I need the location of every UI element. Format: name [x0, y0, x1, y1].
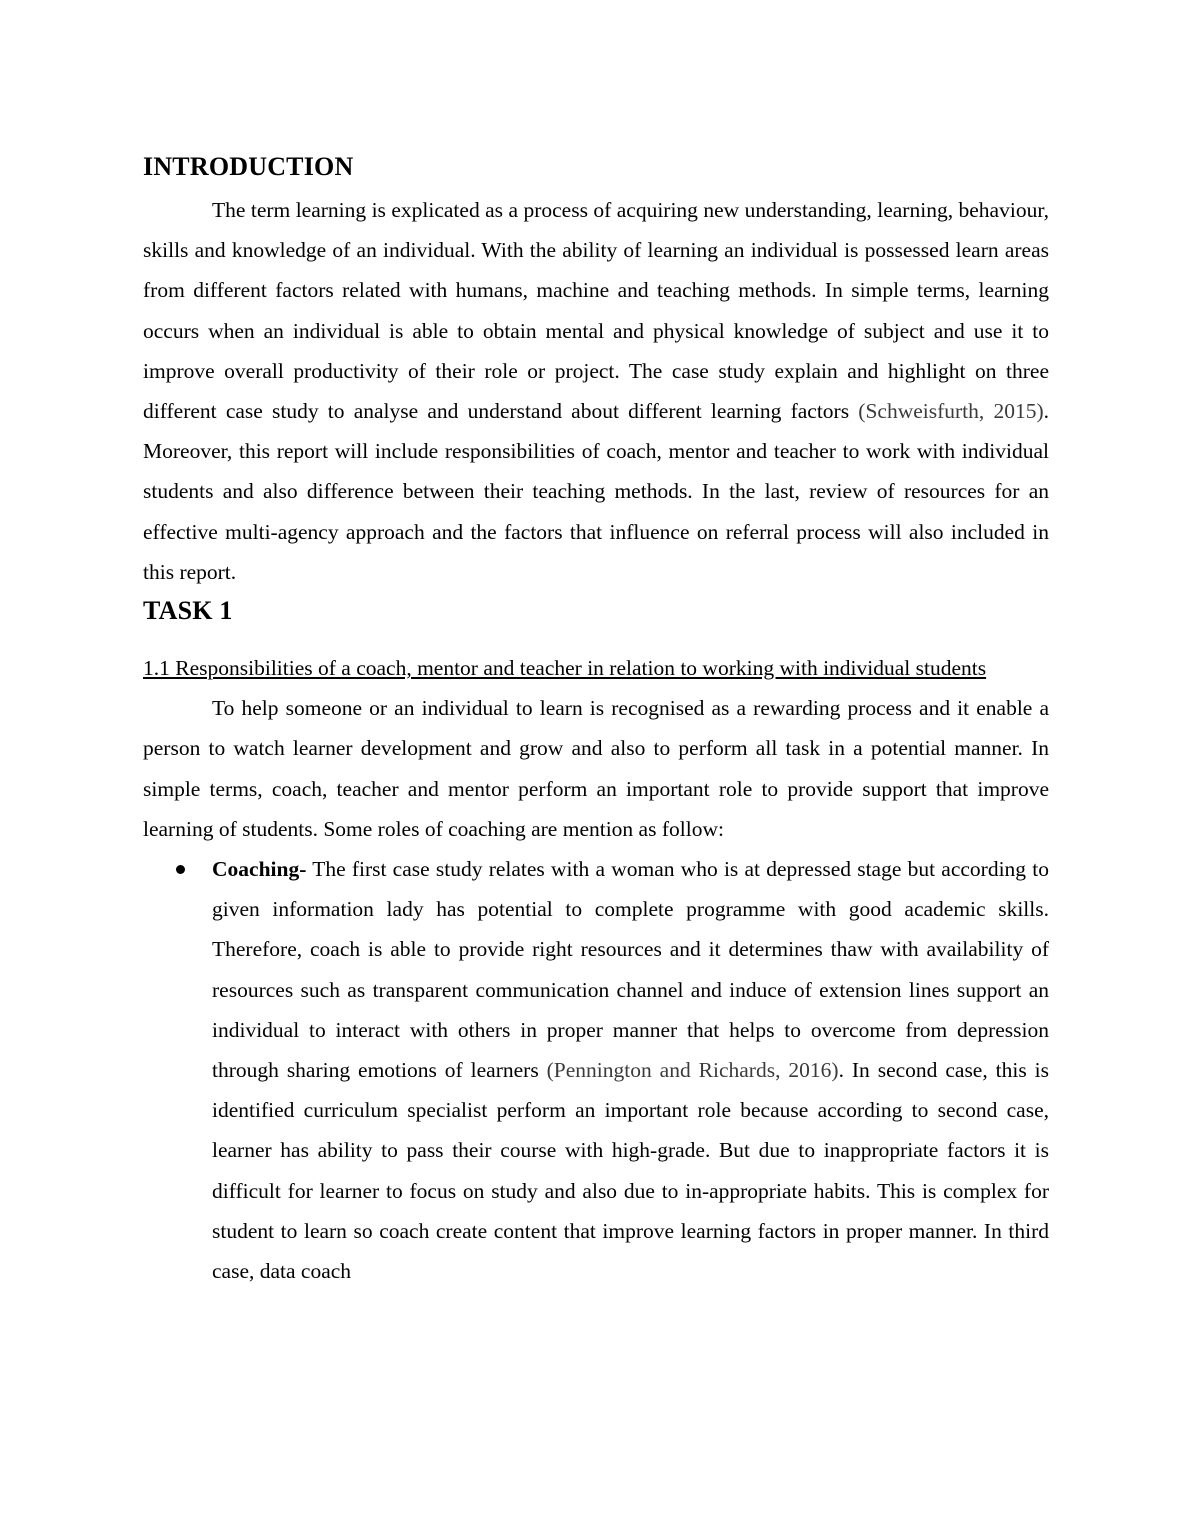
- bullet-text-part2: . In second case, this is identified curriculum specialist perform an important role because according to second case, learner has ability to pass their course with high-grade. But due to inappropriate factors it is difficult for learner to focus on study and also due to in-appropriate habits. This is complex for student to learn so coach create content that improve learning factors in proper manner. In third case, data coach: [212, 1058, 1049, 1284]
- introduction-text-part1: The term learning is explicated as a process of acquiring new understanding, learning, behaviour, skills and knowledge of an individual. With the ability of learning an individual is possessed learn areas from different factors related with humans, machine and teaching methods. In simple terms, learning occurs when an individual is able to obtain mental and physical knowledge of subject and use it to improve overall productivity of their role or project. The case study explain and highlight on three different case study to analyse and understand about different learning factors: [143, 198, 1049, 424]
- bullet-text-part1: The first case study relates with a woman who is at depressed stage but according to given information lady has potential to complete programme with good academic skills. Therefore, coach is able to provide right resources and it determines thaw with availability of resources such as transparent communication channel and induce of extension lines support an individual to interact with others in proper manner that helps to overcome from depression through sharing emotions of learners: [212, 857, 1049, 1083]
- introduction-citation: (Schweisfurth, 2015): [858, 399, 1044, 424]
- bullet-citation: (Pennington and Richards, 2016): [546, 1058, 839, 1083]
- task1-bullet-list: [143, 849, 1049, 1291]
- task1-subheading: 1.1 Responsibilities of a coach, mentor and teacher in relation to working with individual students: [143, 656, 987, 681]
- task1-heading: TASK 1: [143, 596, 233, 626]
- task1-paragraph: To help someone or an individual to learn is recognised as a rewarding process and it enable a person to watch learner development and grow and also to perform all task in a potential manner. In simple terms, coach, teacher and mentor perform an important role to provide support that improve learning of students. Some roles of coaching are mention as follow:: [143, 696, 1049, 841]
- introduction-heading: INTRODUCTION: [143, 152, 354, 181]
- bullet-item-coaching: [143, 849, 1049, 1291]
- document-body: [143, 148, 1049, 1291]
- bullet-title: Coaching-: [212, 857, 307, 882]
- bullet-dot-icon: [176, 865, 185, 874]
- introduction-paragraph: [143, 190, 1049, 592]
- introduction-text-part2: . Moreover, this report will include responsibilities of coach, mentor and teacher to work with individual students and also difference between their teaching methods. In the last, review of resources for an effective multi-agency approach and the factors that influence on referral process will also included in this report.: [143, 399, 1049, 584]
